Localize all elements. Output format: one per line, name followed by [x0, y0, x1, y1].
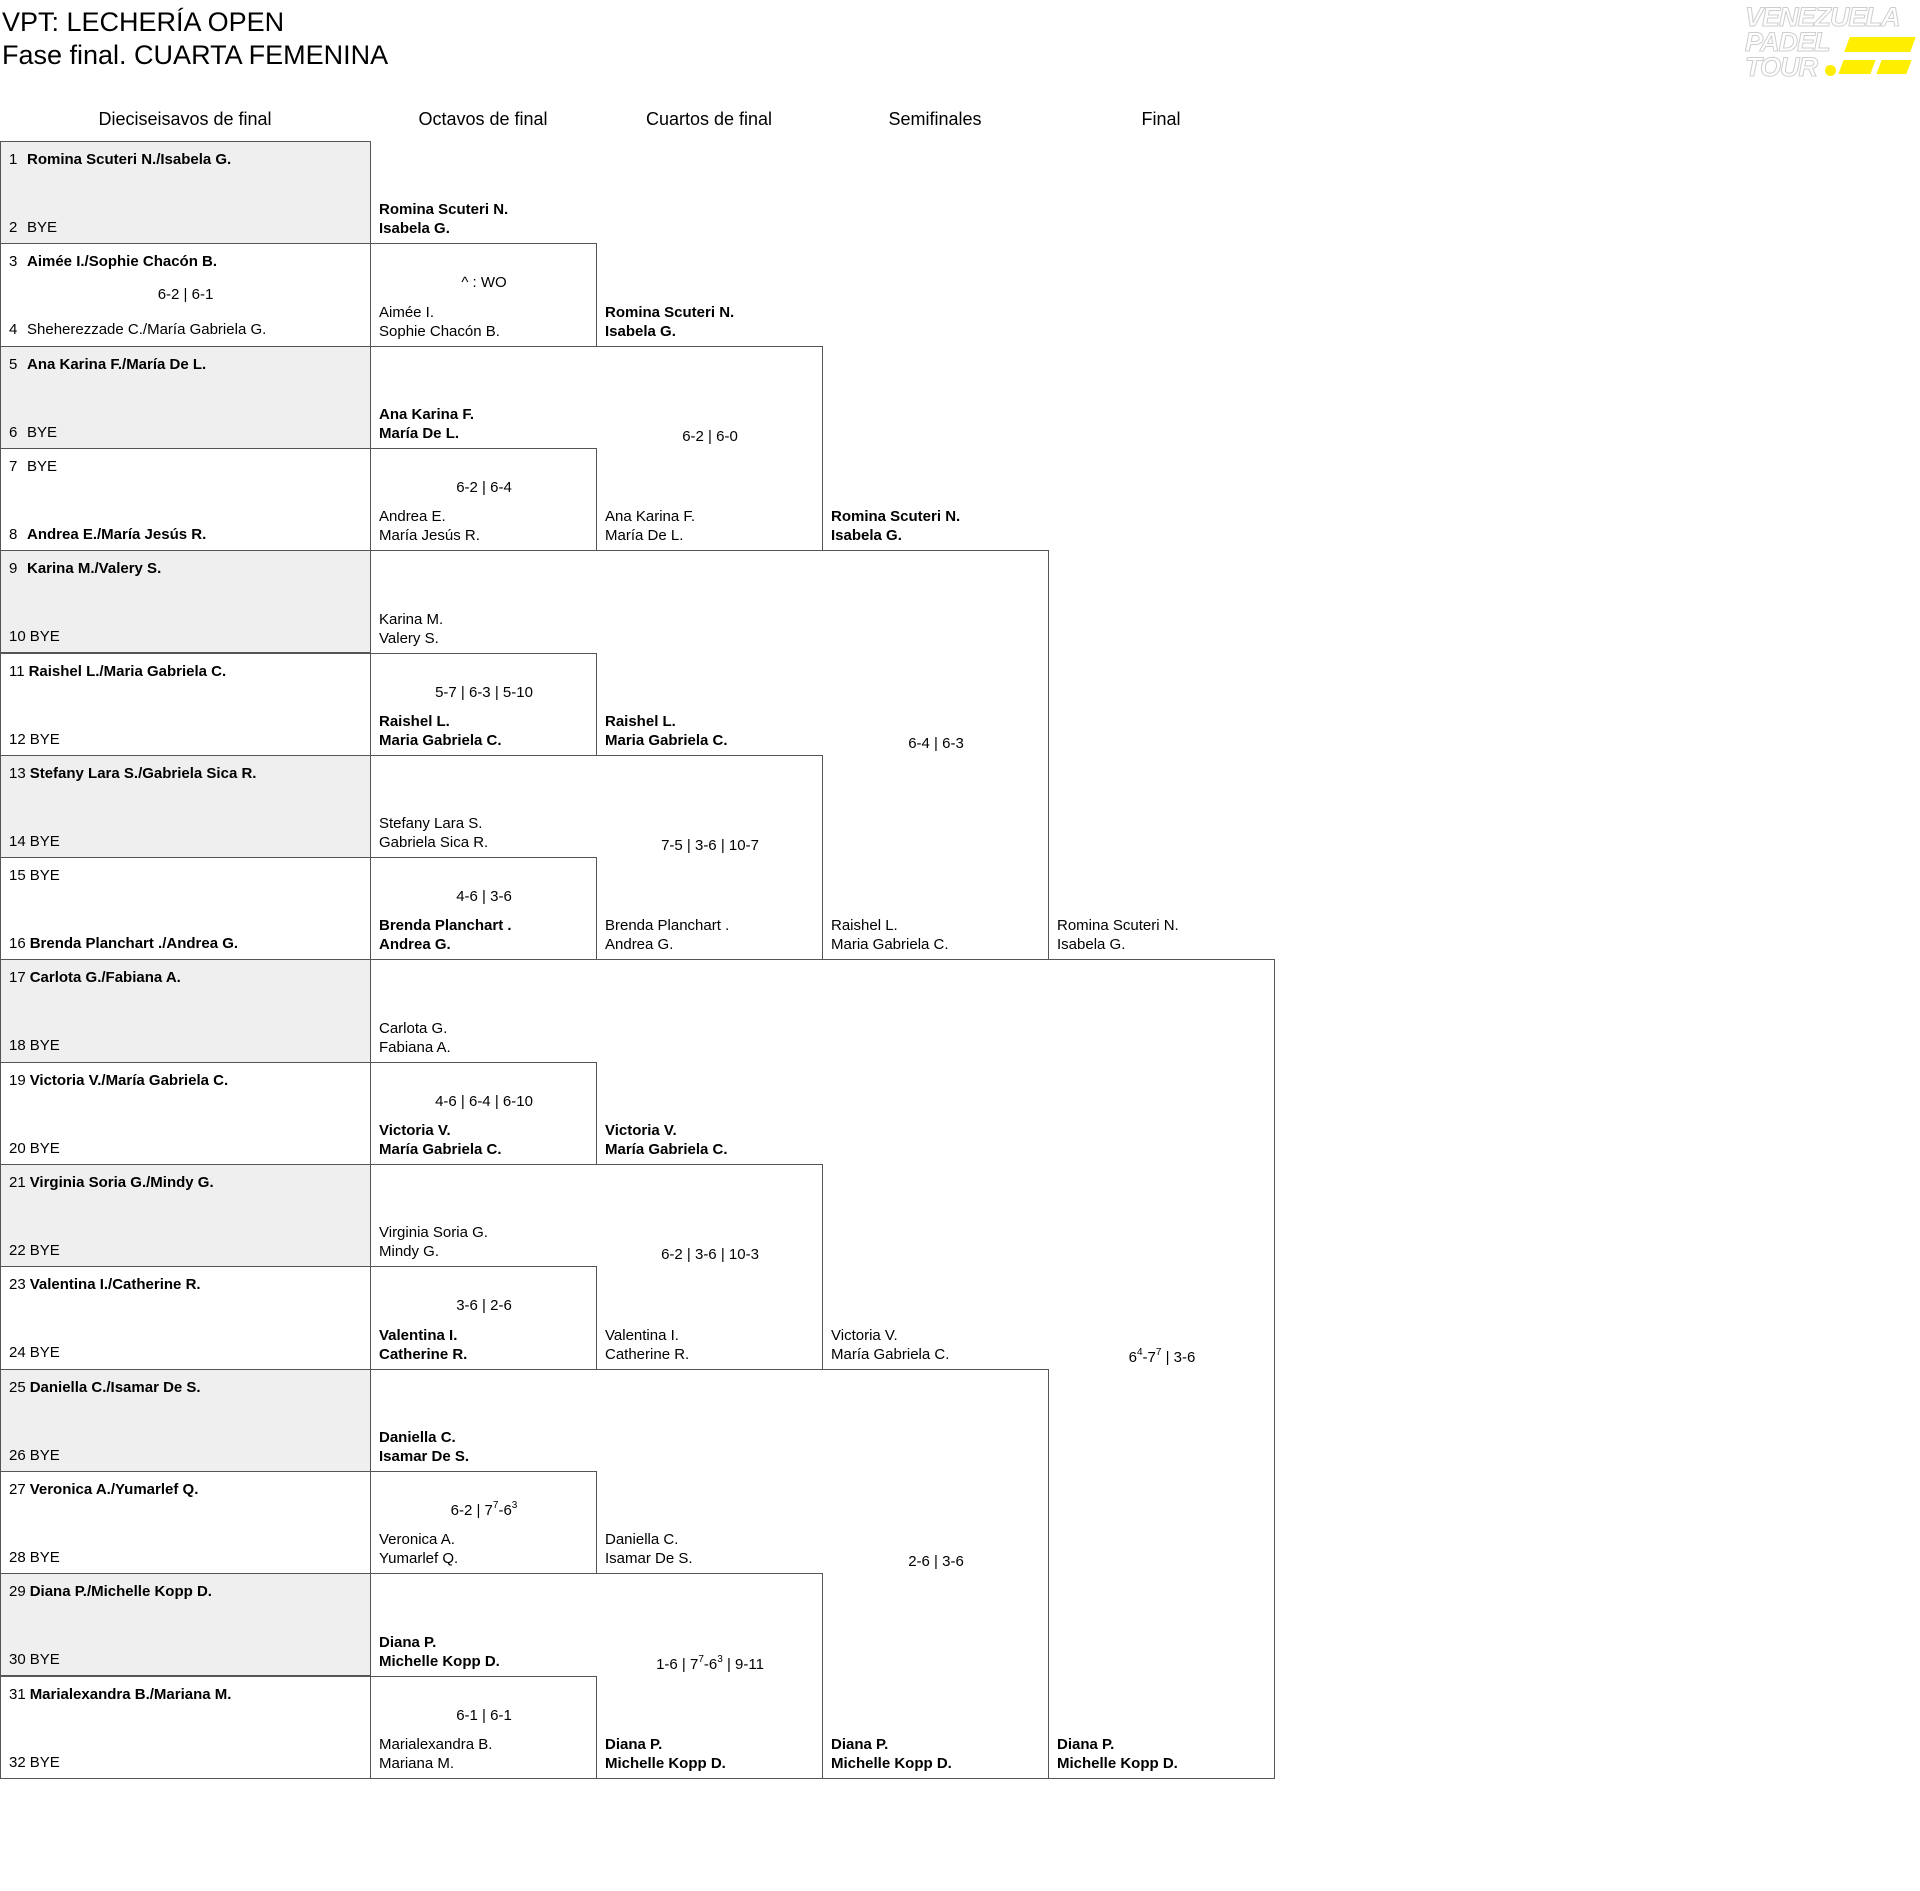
seed-row: [9, 458, 57, 476]
seed-number: 6: [9, 423, 18, 441]
player-name: Yumarlef Q.: [379, 1550, 459, 1568]
seed-row: [9, 1276, 201, 1294]
round-header-r16: Octavos de final: [418, 109, 548, 129]
match-cell-r32[interactable]: [0, 1676, 371, 1779]
team-label: Sheherezzade C./María Gabriela G.: [27, 321, 267, 339]
team-name: [379, 1121, 502, 1159]
player-name: Romina Scuteri N.: [605, 303, 735, 321]
team-name: [831, 916, 949, 954]
match-connector: [1049, 959, 1275, 1778]
match-cell-r32[interactable]: [0, 243, 371, 346]
team-label: Aimée I./Sophie Chacón B.: [27, 253, 218, 271]
player-name: Fabiana A.: [379, 1038, 451, 1056]
player-name: Isamar De S.: [379, 1447, 470, 1465]
team-label: BYE: [29, 1548, 60, 1566]
seed-number: 1: [9, 151, 18, 168]
seed-row: [9, 1583, 212, 1601]
logo-word-tour: TOUR: [1745, 52, 1818, 82]
seed-number: 22: [9, 1242, 26, 1259]
team-name: [379, 303, 500, 341]
team-label: BYE: [29, 730, 60, 748]
seed-row: [9, 1174, 214, 1192]
team-label: BYE: [29, 1651, 60, 1669]
match-cell-r32[interactable]: [0, 1471, 371, 1574]
team-name: [831, 1735, 952, 1773]
player-name: Andrea G.: [605, 936, 674, 954]
seed-row: [9, 1242, 60, 1260]
team-label: BYE: [29, 1037, 60, 1055]
round-header-final: Final: [1141, 109, 1181, 129]
team-name: [605, 303, 734, 341]
team-label: Stefany Lara S./Gabriela Sica R.: [29, 764, 257, 782]
seed-number: 20: [9, 1139, 26, 1157]
seed-row: [9, 969, 181, 987]
team-name: [605, 1326, 689, 1364]
team-name: [379, 1428, 469, 1466]
match-cell-r32[interactable]: [0, 1573, 371, 1676]
logo-yellow-bar: [1876, 60, 1911, 74]
seed-number: 3: [9, 253, 18, 271]
player-name: Michelle Kopp D.: [605, 1754, 726, 1772]
seed-number: 11: [9, 662, 25, 680]
player-name: Marialexandra B.: [379, 1735, 493, 1753]
match-score: 3-6 | 2-6: [456, 1297, 512, 1315]
round-header-r32: Dieciseisavos de final: [98, 109, 272, 129]
player-name: Valery S.: [379, 629, 439, 647]
match-connector: [823, 550, 1049, 960]
seed-number: 15: [9, 867, 26, 885]
team-label: BYE: [27, 219, 58, 236]
logo-word-venezuela: VENEZUELA: [1745, 2, 1900, 32]
seed-number: 30: [9, 1651, 26, 1669]
team-name: [379, 610, 443, 648]
team-label: BYE: [27, 423, 58, 441]
seed-row: [9, 560, 161, 578]
team-label: BYE: [29, 1139, 60, 1157]
team-name: [379, 1633, 500, 1671]
team-name: [379, 1326, 467, 1364]
match-cell-r32[interactable]: [0, 448, 371, 551]
match-cell-r32[interactable]: [0, 653, 371, 756]
team-label: Carlota G./Fabiana A.: [29, 969, 181, 987]
seed-row: [9, 1481, 198, 1499]
team-name: [605, 712, 728, 750]
player-name: María De L.: [605, 527, 684, 545]
match-connector: [823, 1369, 1049, 1779]
player-name: Raishel L.: [605, 712, 676, 730]
player-name: Isabela G.: [831, 527, 902, 545]
team-label: Karina M./Valery S.: [27, 560, 162, 578]
seed-row: [9, 765, 256, 783]
seed-row: [9, 867, 60, 885]
player-name: Isabela G.: [605, 322, 676, 340]
match-cell-r32[interactable]: [0, 1369, 371, 1472]
match-score: 5-7 | 6-3 | 5-10: [435, 683, 533, 701]
team-label: BYE: [27, 457, 58, 475]
team-name: [379, 916, 512, 954]
player-name: Andrea G.: [379, 936, 451, 954]
player-name: Valentina I.: [379, 1326, 458, 1344]
seed-row: [9, 935, 238, 953]
team-name: [379, 507, 480, 545]
player-name: Carlota G.: [379, 1019, 448, 1037]
player-name: Catherine R.: [605, 1345, 690, 1363]
match-score: 6-1 | 6-1: [456, 1706, 512, 1724]
team-name: [831, 1326, 949, 1364]
match-cell-r32[interactable]: [0, 346, 371, 449]
player-name: Raishel L.: [379, 712, 450, 730]
match-score: 7-5 | 3-6 | 10-7: [661, 837, 759, 855]
player-name: Victoria V.: [379, 1122, 451, 1139]
team-name: [379, 1019, 451, 1057]
player-name: Maria Gabriela C.: [831, 936, 949, 954]
team-label: Ana Karina F./María De L.: [27, 355, 207, 373]
player-name: Raishel L.: [831, 917, 898, 935]
seed-number: 17: [9, 969, 26, 987]
seed-number: 5: [9, 355, 18, 373]
team-label: Victoria V./María Gabriela C.: [29, 1071, 229, 1089]
player-name: María Jesús R.: [379, 527, 480, 545]
player-name: María Gabriela C.: [605, 1141, 728, 1158]
seed-row: [9, 833, 60, 851]
seed-number: 27: [9, 1480, 26, 1498]
round-header-sf: Semifinales: [888, 109, 982, 129]
team-label: Brenda Planchart ./Andrea G.: [29, 935, 239, 953]
team-name: [831, 507, 960, 545]
seed-number: 21: [9, 1174, 26, 1191]
match-cell-r32[interactable]: [0, 857, 371, 960]
player-name: Virginia Soria G.: [379, 1224, 488, 1242]
seed-number: 9: [9, 560, 18, 578]
team-label: BYE: [29, 1446, 60, 1464]
match-score: ^ : WO: [461, 274, 507, 292]
player-name: Karina M.: [379, 610, 444, 628]
match-cell-r32[interactable]: [0, 755, 371, 858]
player-name: Maria Gabriela C.: [379, 731, 502, 749]
match-score: 6-4 | 6-3: [908, 734, 964, 752]
match-cell-r32[interactable]: [0, 959, 371, 1062]
player-name: Isabela G.: [1057, 936, 1126, 954]
player-name: Aimée I.: [379, 303, 435, 321]
player-name: Andrea E.: [379, 508, 446, 526]
page-title: VPT: LECHERÍA OPEN: [2, 7, 285, 37]
seed-row: [9, 1072, 228, 1090]
player-name: Victoria V.: [831, 1326, 898, 1344]
player-name: Brenda Planchart .: [605, 917, 730, 935]
seed-number: 8: [9, 525, 18, 543]
seed-row: [9, 1379, 201, 1397]
logo-word-padel: PADEL: [1745, 27, 1830, 57]
player-name: Romina Scuteri N.: [831, 508, 961, 526]
team-label: Diana P./Michelle Kopp D.: [29, 1583, 212, 1601]
player-name: Ana Karina F.: [379, 405, 475, 423]
seed-row: [9, 253, 217, 271]
match-score: 2-6 | 3-6: [908, 1553, 964, 1571]
seed-number: 10: [9, 628, 26, 646]
seed-number: 13: [9, 764, 26, 782]
match-cell-r32[interactable]: [0, 550, 371, 653]
seed-number: 26: [9, 1446, 26, 1464]
match-score: 6-2 | $7^7-6^3$: [450, 1500, 518, 1520]
page-subtitle: Fase final. CUARTA FEMENINA: [2, 40, 389, 70]
team-label: Veronica A./Yumarlef Q.: [29, 1480, 199, 1498]
round-header-qf: Cuartos de final: [645, 109, 773, 129]
player-name: Romina Scuteri N.: [1057, 917, 1179, 935]
team-label: BYE: [29, 867, 60, 885]
match-cell-r32[interactable]: [0, 141, 371, 244]
player-name: María Gabriela C.: [831, 1345, 950, 1363]
player-name: Veronica A.: [379, 1531, 455, 1549]
seed-row: [9, 356, 206, 374]
player-name: Michelle Kopp D.: [1057, 1754, 1178, 1772]
match-score: 6-2 | 6-1: [157, 286, 214, 304]
player-name: Diana P.: [379, 1633, 437, 1651]
team-name: [605, 1530, 693, 1568]
player-name: Diana P.: [1057, 1735, 1115, 1753]
venezuela-padel-tour-logo: [1745, 2, 1915, 82]
player-name: Daniella C.: [605, 1531, 679, 1549]
player-name: Valentina I.: [605, 1326, 679, 1344]
seed-row: [9, 526, 206, 544]
match-score: $6^4-7^7$ | 3-6: [1128, 1346, 1196, 1366]
seed-row: [9, 321, 266, 339]
player-name: Stefany Lara S.: [379, 815, 483, 833]
seed-row: [9, 1447, 60, 1465]
seed-number: 25: [9, 1378, 26, 1396]
seed-row: [9, 628, 60, 646]
seed-row: [9, 424, 57, 442]
player-name: Diana P.: [605, 1735, 663, 1753]
seed-number: 29: [9, 1583, 26, 1601]
team-label: Valentina I./Catherine R.: [29, 1276, 201, 1294]
seed-row: [9, 1686, 231, 1704]
team-name: [605, 916, 729, 954]
seed-row: [9, 1651, 60, 1669]
team-label: Virginia Soria G./Mindy G.: [29, 1174, 214, 1191]
player-name: Catherine R.: [379, 1345, 468, 1363]
player-name: Daniella C.: [379, 1428, 456, 1446]
player-name: Gabriela Sica R.: [379, 834, 489, 852]
player-name: Romina Scuteri N.: [379, 201, 509, 219]
player-name: Michelle Kopp D.: [831, 1754, 952, 1772]
seed-number: 16: [9, 935, 26, 953]
player-name: Maria Gabriela C.: [605, 731, 728, 749]
seed-number: 12: [9, 730, 26, 748]
player-name: Victoria V.: [605, 1122, 677, 1139]
match-score: 6-2 | 6-0: [682, 427, 738, 445]
team-label: BYE: [29, 628, 60, 646]
player-name: Ana Karina F.: [605, 508, 696, 526]
seed-number: 32: [9, 1753, 26, 1771]
team-name: [379, 200, 508, 238]
player-name: Isabela G.: [379, 220, 450, 238]
seed-number: 19: [9, 1071, 26, 1089]
seed-row: [9, 219, 57, 237]
logo-yellow-bar: [1844, 37, 1915, 52]
team-name: [379, 405, 474, 443]
team-label: BYE: [29, 1753, 60, 1771]
seed-row: [9, 663, 226, 681]
team-label: BYE: [29, 832, 60, 850]
match-score: 6-2 | 3-6 | 10-3: [661, 1246, 759, 1264]
seed-row: [9, 1344, 60, 1362]
team-label: BYE: [29, 1242, 60, 1259]
team-name: [379, 712, 502, 750]
team-name: [379, 814, 488, 852]
team-name: [1057, 1735, 1178, 1773]
seed-row: [9, 1549, 60, 1567]
team-name: [379, 1223, 488, 1261]
seed-number: 31: [9, 1685, 26, 1703]
logo-yellow-bar: [1838, 60, 1875, 74]
seed-row: [9, 1037, 60, 1055]
team-label: Daniella C./Isamar De S.: [29, 1378, 201, 1396]
player-name: María Gabriela C.: [379, 1141, 502, 1158]
player-name: María De L.: [379, 424, 460, 442]
seed-row: [9, 731, 60, 749]
player-name: Mariana M.: [379, 1754, 455, 1772]
team-name: [605, 1735, 726, 1773]
player-name: Brenda Planchart .: [379, 917, 512, 935]
seed-row: [9, 151, 231, 169]
team-name: [1057, 916, 1179, 954]
match-score: 6-2 | 6-4: [456, 479, 512, 497]
player-name: Isamar De S.: [605, 1550, 693, 1568]
team-name: [379, 1530, 458, 1568]
team-name: [379, 1735, 492, 1773]
team-label: BYE: [29, 1344, 60, 1362]
match-score: 4-6 | 3-6: [456, 888, 512, 906]
match-score: 4-6 | 6-4 | 6-10: [435, 1092, 533, 1110]
player-name: Sophie Chacón B.: [379, 322, 500, 340]
player-name: Mindy G.: [379, 1243, 440, 1261]
player-name: Michelle Kopp D.: [379, 1652, 500, 1670]
match-cell-r32[interactable]: [0, 1164, 371, 1267]
seed-number: 18: [9, 1037, 26, 1055]
seed-number: 24: [9, 1344, 26, 1362]
seed-number: 23: [9, 1276, 26, 1294]
player-name: Diana P.: [831, 1735, 889, 1753]
team-label: Raishel L./Maria Gabriela C.: [28, 662, 227, 680]
logo-yellow-dot: [1825, 65, 1836, 76]
seed-number: 14: [9, 832, 26, 850]
team-name: [605, 1121, 728, 1159]
match-cell-r32[interactable]: [0, 1062, 371, 1165]
seed-number: 7: [9, 457, 18, 475]
team-label: Andrea E./María Jesús R.: [27, 525, 207, 543]
seed-number: 2: [9, 219, 18, 236]
match-score: 1-6 | $7^7-6^3$ | 9-11: [656, 1653, 764, 1673]
seed-number: 28: [9, 1548, 26, 1566]
match-cell-r32[interactable]: [0, 1266, 371, 1369]
team-label: Romina Scuteri N./Isabela G.: [27, 151, 232, 168]
seed-number: 4: [9, 321, 18, 339]
seed-row: [9, 1140, 60, 1158]
team-name: [605, 507, 695, 545]
team-label: Marialexandra B./Mariana M.: [29, 1685, 232, 1703]
seed-row: [9, 1754, 60, 1772]
